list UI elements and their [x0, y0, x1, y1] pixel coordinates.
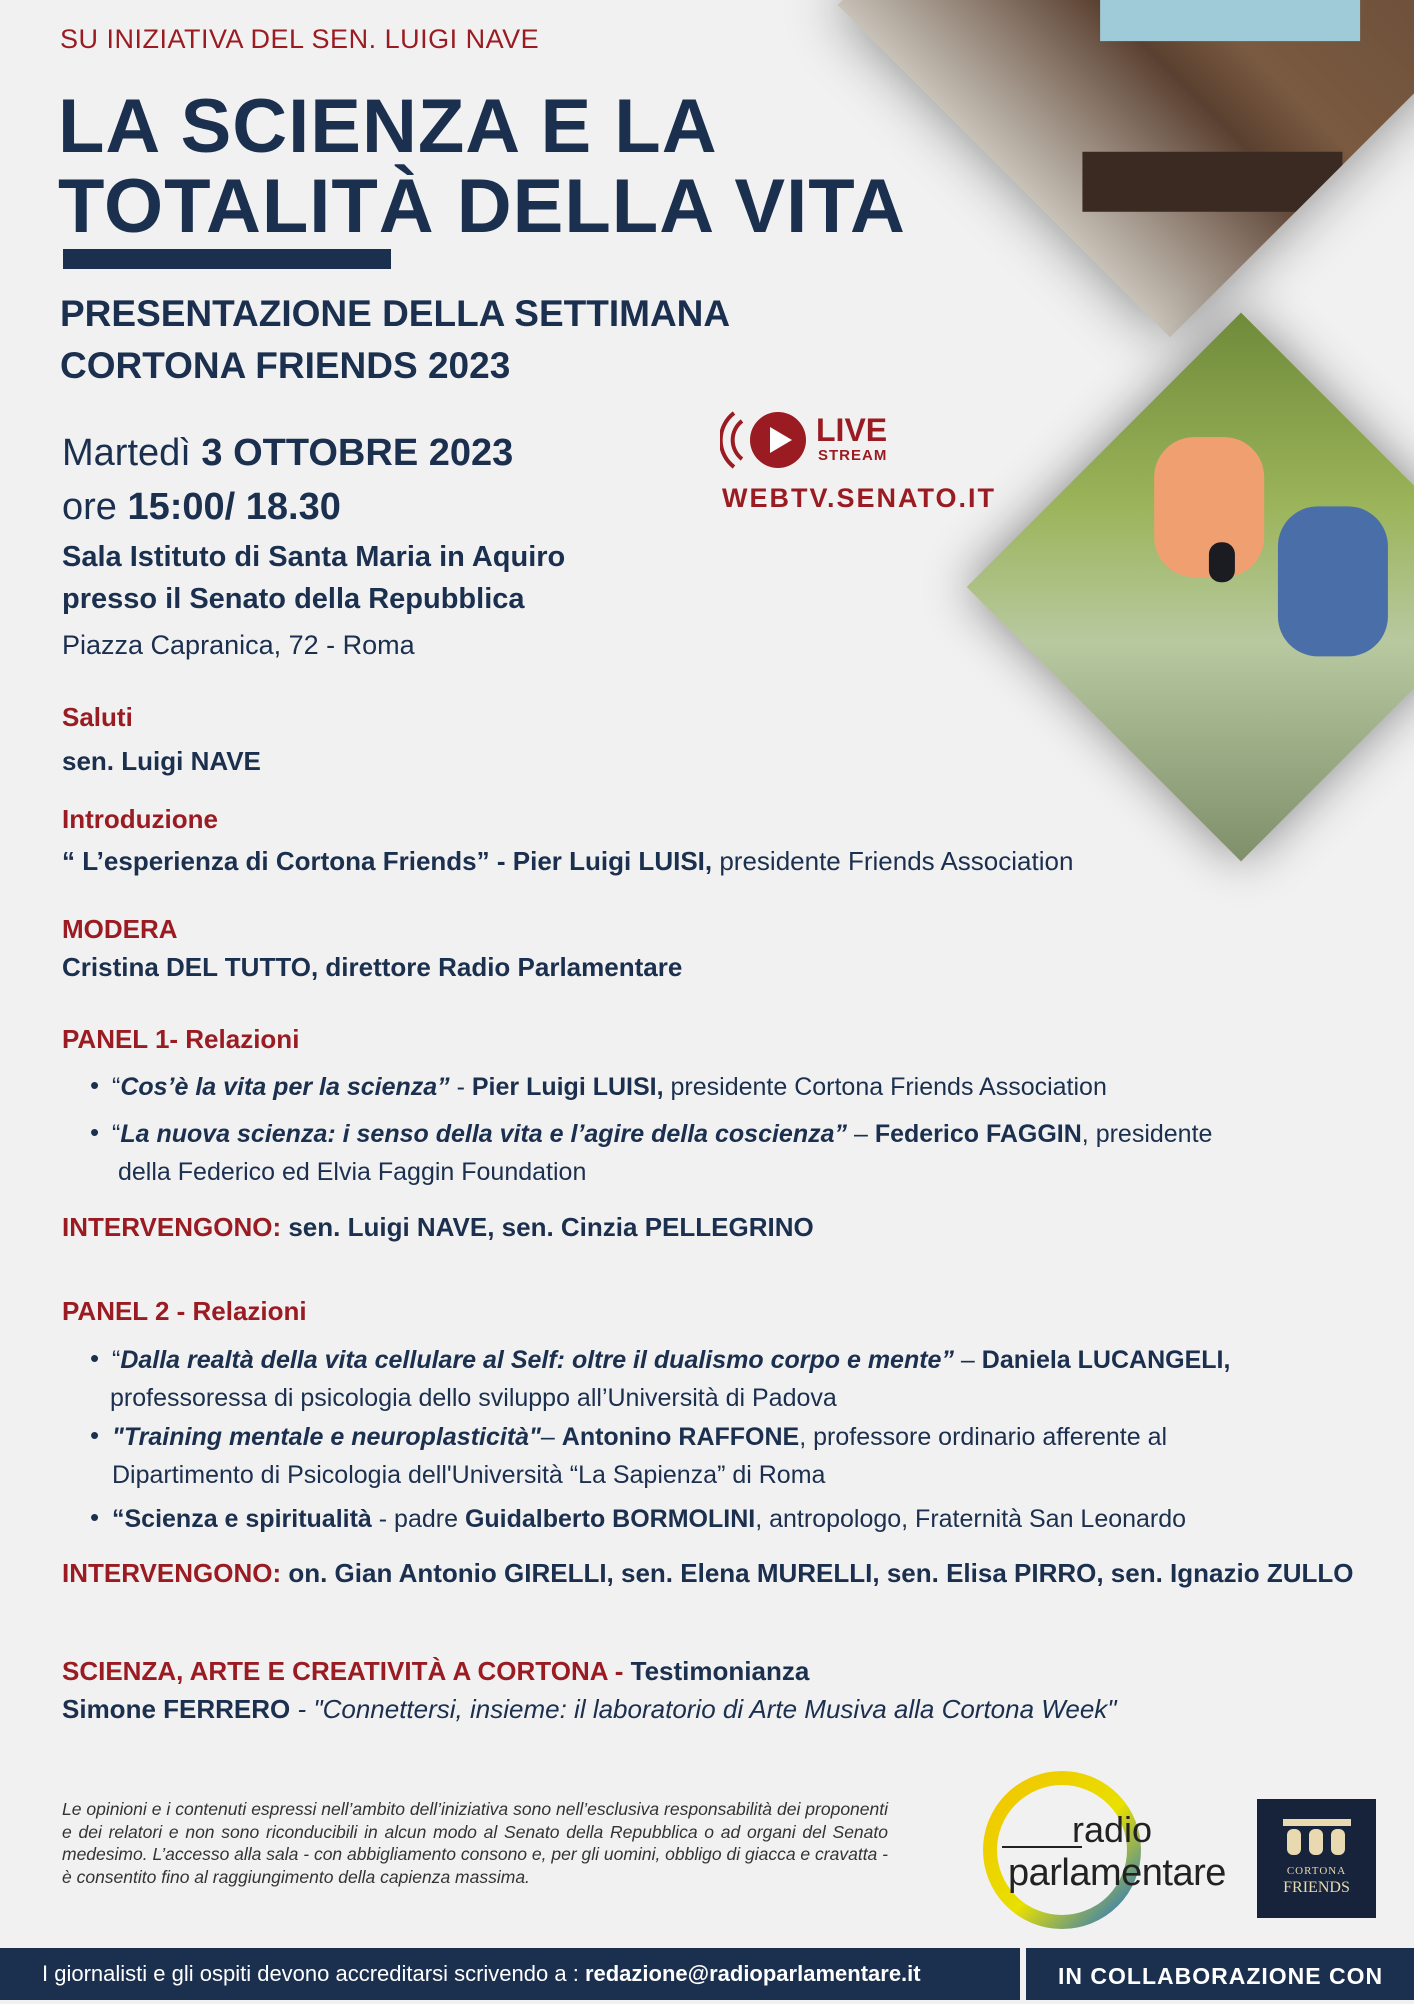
speaker-name: Antonino RAFFONE	[561, 1423, 800, 1451]
intervengono-label: INTERVENGONO:	[62, 1212, 282, 1242]
speaker-role: , professore ordinario afferente al	[799, 1423, 1168, 1451]
time-prefix: ore	[62, 486, 117, 528]
intro-title: “ L’esperienza di Cortona Friends” - Pier Luigi LUISI,	[62, 846, 713, 876]
talk-title: Dalla realtà della vita cellulare al Self: oltre il dualismo corpo e mente”	[120, 1346, 954, 1374]
radio-logo-line1: radio	[1072, 1809, 1153, 1850]
talk-title: Cos’è la vita per la scienza”	[120, 1073, 450, 1101]
date-value: 3 OTTOBRE 2023	[201, 432, 514, 474]
modera-heading: MODERA	[62, 914, 178, 944]
talk-title: "Training mentale e neuroplasticità"	[112, 1423, 541, 1451]
initiative-label: SU INIZIATIVA DEL SEN. LUIGI NAVE	[60, 24, 540, 54]
venue-line1: Sala Istituto di Santa Maria in Aquiro	[62, 541, 566, 573]
footer-bar	[0, 1948, 1414, 2000]
radio-ring-icon	[980, 1768, 1145, 1933]
panel1-intervengono	[62, 1212, 814, 1243]
panel1-bullet: •	[90, 1070, 100, 1100]
page-title-line2: TOTALITÀ DELLA VITA	[58, 164, 906, 249]
live-play-icon	[720, 405, 820, 475]
panel2-item	[112, 1500, 1186, 1538]
collaboration-label: IN COLLABORAZIONE CON	[1058, 1963, 1384, 1989]
venue-line2: presso il Senato della Repubblica	[62, 583, 525, 615]
speaker-role: presidente Cortona Friends Association	[663, 1073, 1107, 1101]
talk-title: La nuova scienza: i senso della vita e l’agire della coscienza”	[120, 1120, 848, 1148]
panel2-item	[112, 1418, 1167, 1456]
arte-title: - "Connettersi, insieme: il laboratorio di Arte Musiva alla Cortona Week"	[297, 1694, 1117, 1724]
cortona-logo-line2: FRIENDS	[1283, 1879, 1350, 1896]
page-title-line1: LA SCIENZA E LA	[58, 84, 718, 169]
panel2-heading: PANEL 2 - Relazioni	[62, 1296, 307, 1326]
separator: –	[847, 1120, 875, 1148]
subtitle-line1: PRESENTAZIONE DELLA SETTIMANA	[60, 293, 731, 334]
quote-open: “	[112, 1346, 121, 1374]
arte-heading	[62, 1656, 809, 1687]
saluti-heading: Saluti	[62, 702, 133, 732]
modera-text: Cristina DEL TUTTO, direttore Radio Parlamentare	[62, 952, 683, 982]
speaker-role-continued: della Federico ed Elvia Faggin Foundation	[118, 1158, 587, 1186]
accredit-text: I giornalisti e gli ospiti devono accreditarsi scrivendo a :	[42, 1961, 585, 1986]
arte-line	[62, 1694, 1117, 1725]
arte-speaker: Simone FERRERO	[62, 1694, 298, 1724]
panel2-bullet: •	[90, 1343, 100, 1373]
panel1-heading: PANEL 1- Relazioni	[62, 1024, 300, 1054]
panel2-intervengono	[62, 1558, 1353, 1589]
speaker-role-continued: professoressa di psicologia dello sviluppo all’Università di Padova	[110, 1384, 837, 1412]
panel2-bullet: •	[90, 1420, 100, 1450]
separator: –	[540, 1423, 562, 1451]
columns-icon	[1257, 1813, 1376, 1873]
accredit-email-link[interactable]: redazione@radioparlamentare.it	[584, 1961, 921, 1986]
intervengono-label: INTERVENGONO:	[62, 1558, 282, 1588]
separator: –	[953, 1346, 982, 1374]
saluti-speaker: sen. Luigi NAVE	[62, 746, 261, 776]
quote-open: “	[112, 1120, 121, 1148]
speaker-role: , presidente	[1081, 1120, 1213, 1148]
time-value: 15:00/ 18.30	[127, 486, 341, 528]
talk-title: “Scienza e spiritualità	[112, 1505, 372, 1533]
outdoor-group-photo	[967, 313, 1414, 862]
intro-line	[62, 846, 1073, 877]
intervengono-names: on. Gian Antonio GIRELLI, sen. Elena MURELLI, sen. Elisa PIRRO, sen. Ignazio ZULLO	[281, 1558, 1354, 1588]
speaker-role-continued: Dipartimento di Psicologia dell'Università “La Sapienza” di Roma	[112, 1461, 826, 1489]
separator: -	[449, 1073, 472, 1101]
intro-role: presidente Friends Association	[712, 846, 1074, 876]
webtv-link[interactable]: WEBTV.SENATO.IT	[722, 483, 997, 513]
speaker-name: Guidalberto BORMOLINI	[464, 1505, 756, 1533]
panel2-item	[112, 1341, 1230, 1379]
day-prefix: Martedì	[62, 432, 191, 474]
radio-parlamentare-logo	[980, 1768, 1226, 1933]
subtitle-line2: CORTONA FRIENDS 2023	[60, 345, 511, 386]
event-date	[62, 428, 513, 478]
event-time	[62, 482, 341, 532]
quote-open: “	[112, 1073, 121, 1101]
speaker-name: Federico FAGGIN	[874, 1120, 1082, 1148]
accreditation-note	[0, 1948, 1020, 2000]
cortona-friends-logo	[1257, 1799, 1376, 1918]
intervengono-names: sen. Luigi NAVE, sen. Cinzia PELLEGRINO	[281, 1212, 814, 1242]
panel1-bullet: •	[90, 1117, 100, 1147]
stream-label: STREAM	[818, 447, 888, 464]
arte-heading-label: SCIENZA, ARTE E CREATIVITÀ A CORTONA -	[62, 1656, 631, 1686]
speaker-name: Daniela LUCANGELI,	[981, 1346, 1231, 1374]
title-underline	[63, 249, 391, 269]
speaker-name: Pier Luigi LUISI,	[471, 1073, 664, 1101]
venue-address: Piazza Capranica, 72 - Roma	[62, 630, 415, 660]
speaker-role: , antropologo, Fraternità San Leonardo	[755, 1505, 1187, 1533]
disclaimer: Le opinioni e i contenuti espressi nell’ambito dell’iniziativa sono nell’esclusiva responsabilità dei proponenti e dei relatori e non sono riconducibili in alcun modo al Senato della Repubblica o ad organi del Senato medesimo. L’accesso alla sala - con abbigliamento consono e, per gli uomini, obbligo di giacca e cravatta - è consentito fino al raggiungimento della capienza massima.	[62, 1799, 888, 1887]
live-label: LIVE	[816, 412, 888, 448]
panel2-bullet: •	[90, 1502, 100, 1532]
separator: - padre	[371, 1505, 465, 1533]
cortona-logo-line1: CORTONA	[1286, 1865, 1347, 1877]
live-stream-block[interactable]	[720, 405, 1020, 525]
intro-heading: Introduzione	[62, 804, 218, 834]
panel1-item	[112, 1115, 1212, 1153]
radio-logo-line2: parlamentare	[1008, 1852, 1226, 1894]
panel1-item	[112, 1068, 1107, 1106]
conference-photo	[838, 0, 1414, 337]
arte-heading-suffix: Testimonianza	[630, 1656, 810, 1686]
